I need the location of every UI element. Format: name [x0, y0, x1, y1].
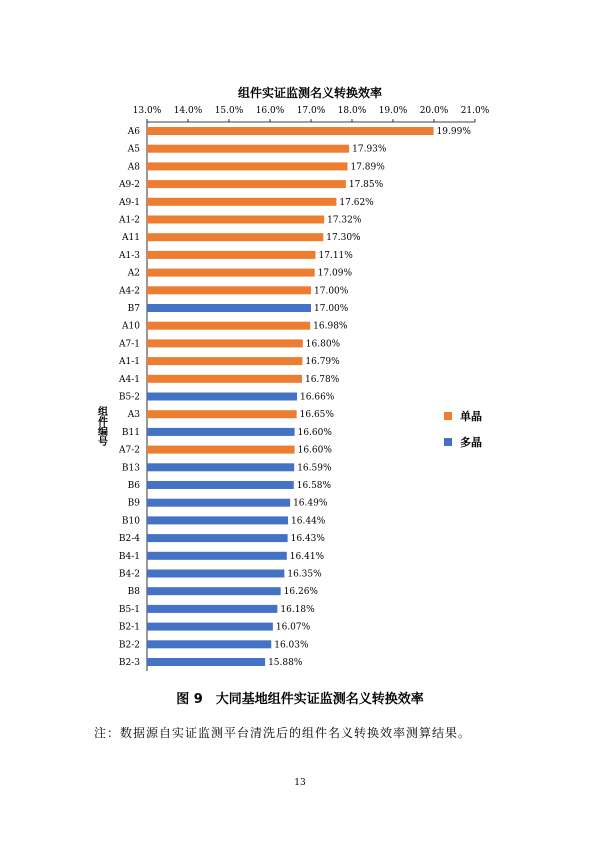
- data-label: 16.60%: [297, 445, 332, 456]
- data-label: 16.78%: [304, 374, 340, 385]
- x-tick-label: 17.0%: [296, 106, 326, 116]
- data-label: 16.07%: [275, 622, 311, 633]
- data-label: 16.80%: [305, 339, 341, 350]
- legend-swatch-mono: [444, 412, 452, 420]
- data-label: 17.32%: [327, 215, 362, 226]
- category-label: B10: [121, 516, 140, 527]
- bar-B7: [147, 304, 311, 312]
- bar-A2: [147, 269, 315, 277]
- data-label: 17.00%: [314, 286, 349, 297]
- category-label: A9-2: [119, 180, 140, 191]
- data-label: 16.43%: [290, 534, 325, 545]
- x-tick-label: 13.0%: [132, 106, 162, 116]
- data-label: 16.58%: [296, 481, 332, 491]
- category-label: A1-3: [119, 250, 140, 261]
- data-label: 16.59%: [297, 463, 332, 474]
- data-label: 16.26%: [283, 587, 318, 598]
- x-tick-label: 16.0%: [255, 106, 285, 116]
- category-label: A7-1: [119, 339, 140, 350]
- y-axis-label: 组件编号: [98, 407, 108, 448]
- x-tick-label: 14.0%: [173, 106, 203, 116]
- category-label: A9-1: [119, 197, 140, 208]
- bar-A4-1: [147, 375, 302, 383]
- bar-A9-1: [147, 198, 336, 206]
- bar-B4-1: [147, 552, 287, 560]
- bar-A4-2: [147, 286, 311, 294]
- bar-A7-2: [147, 446, 295, 454]
- bar-B11: [147, 428, 295, 436]
- chart-title: 组件实证监测名义转换效率: [237, 86, 382, 100]
- category-label: A4-1: [119, 374, 140, 385]
- x-tick-label: 18.0%: [337, 106, 367, 116]
- category-label: B11: [121, 427, 140, 438]
- category-label: A6: [127, 127, 140, 137]
- bar-B2-2: [147, 640, 271, 648]
- data-label: 17.30%: [326, 233, 361, 244]
- bar-A1-3: [147, 251, 316, 259]
- legend-label-mono: 单晶: [460, 410, 482, 423]
- category-label: A5: [127, 144, 140, 155]
- category-label: B5-1: [118, 604, 140, 615]
- page-number: 13: [294, 778, 306, 788]
- data-label: 17.93%: [352, 144, 387, 155]
- data-label: 17.00%: [314, 304, 349, 314]
- data-label: 16.41%: [289, 551, 325, 562]
- category-label: A8: [127, 162, 140, 173]
- bar-B9: [147, 499, 290, 507]
- bar-B2-1: [147, 623, 273, 631]
- x-tick-label: 20.0%: [419, 106, 449, 116]
- data-label: 16.66%: [300, 392, 335, 403]
- bar-A6: [147, 127, 434, 135]
- category-label: B4-2: [118, 569, 140, 580]
- bar-B5-2: [147, 393, 297, 401]
- category-label: A2: [127, 268, 140, 279]
- bar-B5-1: [147, 605, 277, 613]
- category-label: A11: [122, 233, 140, 244]
- bar-A9-2: [147, 180, 346, 188]
- category-label: B2-1: [118, 622, 140, 633]
- data-label: 16.98%: [313, 321, 348, 332]
- category-label: B8: [127, 587, 140, 598]
- data-label: 17.85%: [348, 180, 384, 191]
- bar-B2-3: [147, 658, 265, 666]
- legend-label-poly: 多晶: [460, 436, 482, 449]
- category-label: B13: [121, 463, 140, 474]
- x-tick-label: 21.0%: [460, 106, 490, 116]
- data-label: 16.03%: [274, 640, 309, 651]
- category-label: B6: [127, 481, 140, 491]
- bar-B2-4: [147, 534, 288, 542]
- legend-swatch-poly: [444, 438, 452, 446]
- data-label: 16.35%: [287, 569, 322, 580]
- bar-B13: [147, 463, 294, 471]
- bar-B4-2: [147, 570, 284, 578]
- category-label: B2-2: [118, 640, 140, 651]
- category-label: A4-2: [119, 286, 140, 297]
- category-label: B9: [127, 498, 140, 509]
- category-label: B2-4: [118, 534, 140, 545]
- bar-B8: [147, 587, 281, 595]
- category-label: A3: [127, 410, 140, 421]
- category-label: A10: [122, 321, 140, 332]
- data-label: 16.44%: [291, 516, 326, 527]
- data-label: 17.09%: [317, 268, 353, 279]
- data-label: 16.49%: [293, 498, 328, 509]
- data-label: 16.60%: [297, 427, 332, 438]
- bar-A1-2: [147, 216, 324, 224]
- category-label: A7-2: [119, 445, 140, 456]
- data-label: 17.62%: [339, 197, 374, 208]
- category-label: A1-2: [119, 215, 140, 226]
- category-label: B5-2: [118, 392, 140, 403]
- bar-A10: [147, 322, 310, 330]
- data-label: 15.88%: [268, 658, 303, 668]
- bar-A11: [147, 233, 323, 241]
- data-label: 16.65%: [299, 410, 334, 421]
- data-label: 16.79%: [305, 357, 340, 368]
- bar-A7-1: [147, 339, 303, 347]
- data-label: 19.99%: [436, 127, 471, 137]
- bar-B6: [147, 481, 294, 489]
- x-tick-label: 19.0%: [378, 106, 408, 116]
- category-label: A1-1: [119, 357, 140, 368]
- category-label: B4-1: [118, 551, 140, 562]
- figure-caption: 图 9 大同基地组件实证监测名义转换效率: [176, 692, 424, 707]
- bar-A3: [147, 410, 297, 418]
- data-label: 17.11%: [318, 250, 353, 261]
- data-label: 16.18%: [280, 604, 315, 615]
- data-label: 17.89%: [350, 162, 385, 173]
- legend-item-poly: [444, 434, 482, 450]
- bar-A5: [147, 145, 349, 153]
- bar-A1-1: [147, 357, 302, 365]
- bar-B10: [147, 516, 288, 524]
- legend-item-mono: [444, 408, 482, 424]
- figure-note: 注：数据源自实证监测平台清洗后的组件名义转换效率测算结果。: [94, 726, 472, 740]
- category-label: B7: [127, 304, 140, 314]
- bar-A8: [147, 162, 347, 170]
- category-label: B2-3: [118, 658, 140, 668]
- x-tick-label: 15.0%: [214, 106, 244, 116]
